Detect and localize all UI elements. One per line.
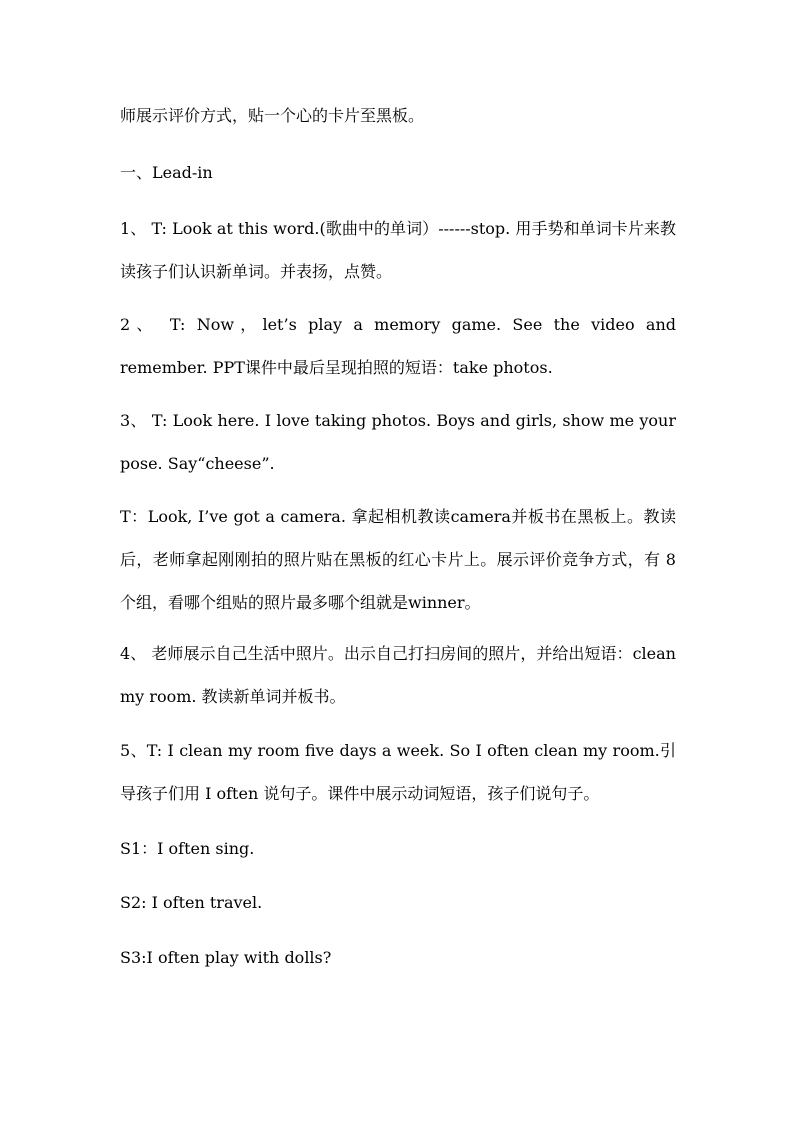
paragraph-step-2: 2、 T: Now，let’s play a memory game. See the video and remember. PPT课件中最后呈现拍照的短语：take photos. bbox=[120, 315, 676, 377]
section-heading-lead-in: 一、Lead-in bbox=[120, 163, 213, 182]
paragraph-camera: T：Look, I’ve got a camera. 拿起相机教读camera并板书在黑板上。教读后，老师拿起刚刚拍的照片贴在黑板的红心卡片上。展示评价竞争方式，有 8 个组，看哪个组贴的照片最多哪个组就是winner。 bbox=[120, 507, 676, 612]
student-sentence-s3: S3:I often play with dolls? bbox=[120, 948, 332, 967]
paragraph-step-3: 3、 T: Look here. I love taking photos. Boys and girls, show me your pose. Say“cheese”. bbox=[120, 411, 676, 473]
paragraph-step-5: 5、T: I clean my room five days a week. So I often clean my room.引导孩子们用 I often 说句子。课件中展示动词短语，孩子们说句子。 bbox=[120, 741, 676, 803]
paragraph-step-1: 1、 T: Look at this word.(歌曲中的单词）------stop. 用手势和单词卡片来教读孩子们认识新单词。并表扬，点赞。 bbox=[120, 219, 676, 281]
student-sentence-s1: S1：I often sing. bbox=[120, 839, 255, 858]
student-sentence-s2: S2: I often travel. bbox=[120, 893, 263, 912]
paragraph-step-4: 4、 老师展示自己生活中照片。出示自己打扫房间的照片，并给出短语：clean my room. 教读新单词并板书。 bbox=[120, 644, 676, 706]
paragraph-intro: 师展示评价方式，贴一个心的卡片至黑板。 bbox=[120, 106, 425, 125]
